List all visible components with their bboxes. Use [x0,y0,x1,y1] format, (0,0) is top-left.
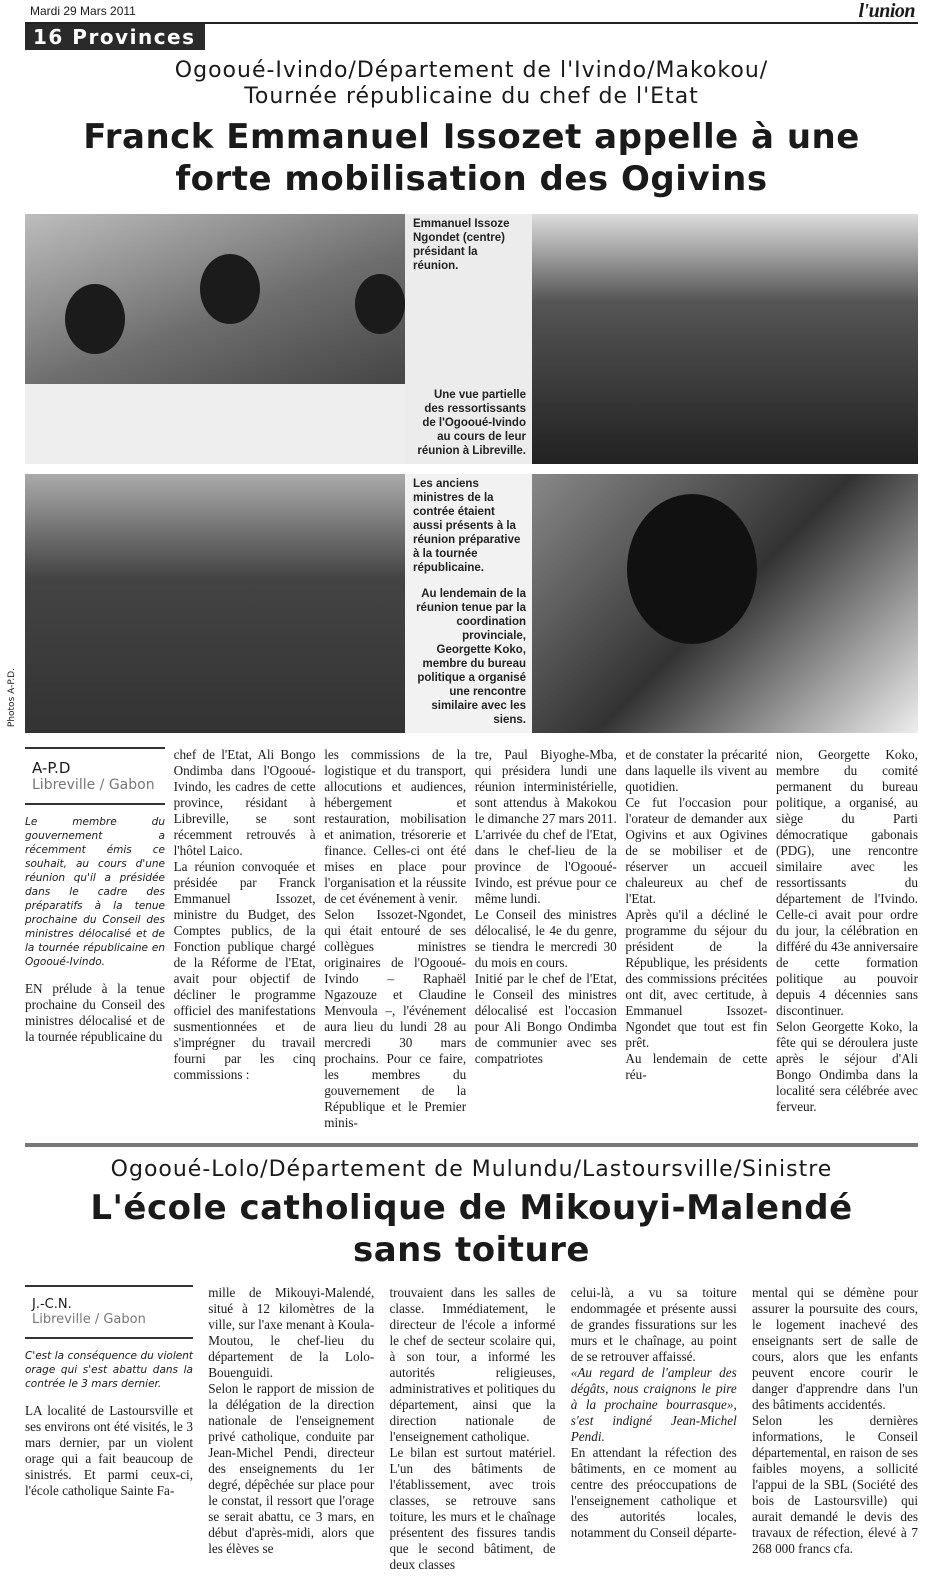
article1-kicker-2: Tournée républicaine du chef de l'Etat [244,84,699,109]
photo-credit: Photos A-P.D. [7,667,17,727]
caption-1: Emmanuel Issoze Ngondet (centre) présidant la réunion. [413,218,510,272]
paragraph: Selon Issozet-Ngondet, qui était entouré de ses collègues ministres originaires de l'Ogooué-Ivindo – Raphaël Ngazouze et Claudine Menvoula –, l'événement aura lieu du lundi 28 au mercredi 30 mars prochains. Pour ce faire, les membres du gouvernement de la République et le Premier minis- [324,907,467,1130]
article2-kicker: Ogooué-Lolo/Département de Mulundu/Lastoursville/Sinistre [110,1157,833,1182]
article1-column-5 [625,747,767,1083]
paragraph: EN prélude à la tenue prochaine du Conseil des ministres délocalisé et de la tournée républicaine du [25,981,165,1044]
paragraph: En attendant la réfection des bâtiments, en ce moment au centre des préoccupations de l'enseignement catholique et des autorités locales, notamment du Conseil départe- [570,1445,737,1540]
article2-heading [25,1157,918,1271]
paragraph: nion, Georgette Koko, membre du comité permanent du bureau politique, a organisé, au siège du Parti démocratique gabonais (PDG), une rencontre similaire avec les ressortissants du département de l'Ivindo. Celle-ci avait pour ordre du jour, la célébration en différé du 43e anniversaire de cette formation politique au pouvoir depuis 4 décennies sans discontinuer. [775,747,918,1018]
byline-rule [25,803,165,805]
paragraph: tre, Paul Biyoghe-Mba, qui présidera lundi une réunion interministérielle, sont attendus à Makokou le dimanche 27 mars 2011. L'arrivée du chef de l'Etat, dans le chef-lieu de la province de l'Ogooué-Ivindo, est prévue pour ce même lundi. [474,747,617,906]
photo-grid [7,214,918,733]
photo-former-ministers-cell [7,474,405,733]
paragraph: Selon Georgette Koko, la fête qui se déroulera juste après le séjour d'Ali Bongo Ondimba dans la localité sera célébrée avec ferveur. [775,1019,918,1114]
article1-heading [25,58,918,200]
article2-byline: J.-C.N. [32,1297,72,1312]
article2-lead: C'est la conséquence du violent orage qui s'est abattu dans la contrée le 3 mars dernier. [25,1350,193,1390]
paragraph: Le bilan est surtout matériel. L'un des bâtiments de l'établissement, avec trois classes, se retrouve sans toiture, les murs et le chaînage présentent des fissures tandis que le second bâtiment, de deux classes [389,1445,556,1572]
photo-georgette-koko [532,474,918,733]
caption-box-top [405,214,532,464]
caption-3: Les anciens ministres de la contrée étaient aussi présents à la réunion préparative à la tournée républicaine. [413,478,521,574]
paragraph: La réunion convoquée et présidée par Franck Emmanuel Issozet, ministre du Budget, des Comptes publics, de la Fonction publique chargé de la Réforme de l'Etat, avait pour objectif de décliner le programme officiel des manifestations susmentionnées et de s'imprégner du travail fourni par les cinq commissions : [173,859,316,1082]
article1-lead: Le membre du gouvernement a récemment émis ce souhait, au cours d'une réunion qu'il a présidée dans le cadre des préparatifs à la tenue prochaine du Conseil des ministres délocalisé et de la tournée républicaine en Ogooué-Ivindo. [25,816,165,968]
caption-4: Au lendemain de la réunion tenue par la coordination provinciale, Georgette Koko, membre du bureau politique a organisé une rencontre similaire avec les siens. [416,588,526,726]
article2-column-4 [571,1285,737,1541]
article1-headline-2: forte mobilisation des Ogivins [175,159,768,199]
paragraph: Selon le rapport de mission de la délégation de la direction nationale de l'enseignement privé catholique, conduite par Jean-Michel Pendi, directeur des enseignements du 1er degré, dépêchée sur place pour le constat, il ressort que l'orage se serait abattu, ce 3 mars, en début d'après-midi, alors que les élèves se [208,1381,375,1556]
article1-column-2 [174,747,316,1083]
article2-body [25,1285,918,1573]
paragraph: mental qui se démène pour assurer la poursuite des cours, le logement inachevé des enseignants sert de salle de cours, alors que les enfants peuvent encore courir le danger d'apprendre dans l'un des bâtiments accidentés. [752,1285,918,1412]
paragraph: Ce fut l'occasion pour l'orateur de demander aux Ogivins et aux Ogivines de se mobiliser et de réserver un accueil chaleureux au chef de l'Etat. [625,795,768,906]
paragraph: Au lendemain de cette réu- [625,1051,768,1082]
paragraph: et de constater la précarité dans laquelle ils vivent au quotidien. [625,747,768,794]
article1-body [25,747,918,1131]
paragraph: Initié par le chef de l'Etat, le Conseil des ministres délocalisé est l'occasion pour Ali Bongo Ondimba de communier avec ses compatriotes [474,971,617,1066]
byline-rule [25,747,165,749]
article1-column-3 [324,747,466,1131]
paragraph: les commissions de la logistique et du transport, allocutions et audiences, hébergement et restauration, mobilisation et animation, trésorerie et finance. Celles-ci ont été mises en place pour l'organisation et la réussite de cet événement à venir. [324,747,467,906]
article2-sidebar [25,1285,193,1499]
article2-column-3 [390,1285,556,1573]
byline-rule [25,1285,193,1287]
paragraph: chef de l'Etat, Ali Bongo Ondimba dans l'Ogooué-Ivindo, les cadres de cette province, résidant à Libreville, se sont récemment retrouvés à l'hôtel Laico. [173,747,316,858]
issue-date: Mardi 29 Mars 2011 [30,4,136,18]
byline-rule [25,1337,193,1339]
photo-meeting-panel [25,214,405,464]
photo-audience [532,214,918,464]
paragraph: celui-là, a vu sa toiture endommagée et présente aussi de grandes fissurations sur les murs et le chaînage, au point de se retrouver affaissé. [570,1285,737,1364]
article1-sidebar [25,747,165,1045]
article1-headline: Franck Emmanuel Issozet appelle à une [83,117,860,157]
article1-byline: A-P.D [32,759,71,777]
paragraph: Selon les dernières informations, le Conseil départemental, en raison de ses faibles moyens, a sollicité l'appui de la SBL (Société des bois de Lastoursville) qui aurait demandé le devis des travaux de réfection, élevé à 7 268 000 francs cfa. [752,1413,918,1556]
article-divider [25,1143,918,1147]
section-band: 16 Provinces [25,24,205,50]
article2-place: Libreville / Gabon [32,1312,146,1327]
article1-column-1 [25,981,165,1045]
paragraph: mille de Mikouyi-Malendé, situé à 12 kilomètres de la ville, sur l'axe menant à Koula-Moutou, le chef-lieu du département de la Lolo-Bouenguidi. [208,1285,375,1380]
article2-column-5 [752,1285,918,1557]
paragraph: trouvaient dans les salles de classe. Immédiatement, le directeur de l'école a informé le chef de secteur scolaire qui, à son tour, a informé les autorités religieuses, administratives et politiques du département, ainsi que la direction nationale de l'enseignement catholique. [389,1285,556,1444]
photo-former-ministers [25,474,405,733]
paragraph: LA localité de Lastoursville et ses environs ont été visités, le 3 mars dernier, par un violent orage qui a fait beaucoup de sinistrés. Et parmi ceux-ci, l'école catholique Sainte Fa- [25,1403,193,1498]
paragraph: Le Conseil des ministres délocalisé, le 4e du genre, se tiendra le mercredi 30 du mois en cours. [474,907,617,970]
article2-column-1 [25,1403,193,1499]
article1-column-4 [475,747,617,1067]
newspaper-logo: l'union [858,0,915,22]
article1-kicker: Ogooué-Ivindo/Département de l'Ivindo/Makokou/ [174,58,769,83]
article2-column-2 [208,1285,374,1557]
caption-box-bottom [405,474,532,733]
article2-headline-2: sans toiture [352,1230,590,1270]
article2-headline: L'école catholique de Mikouyi-Malendé [90,1188,853,1228]
caption-2: Une vue partielle des ressortissants de l'Ogooué-Ivindo au cours de leur réunion à Libreville. [417,389,526,457]
quote-paragraph: «Au regard de l'ampleur des dégâts, nous craignons le pire à la prochaine bourrasque», s'est indigné Jean-Michel Pendi. [570,1365,737,1444]
paragraph: Après qu'il a décliné le programme du séjour du président de la République, les présidents des commissions précitées ont dit, avec certitude, à Emmanuel Issozet-Ngondet que tout est fin prêt. [625,907,768,1050]
article1-column-6 [776,747,918,1115]
article1-place: Libreville / Gabon [32,777,155,793]
